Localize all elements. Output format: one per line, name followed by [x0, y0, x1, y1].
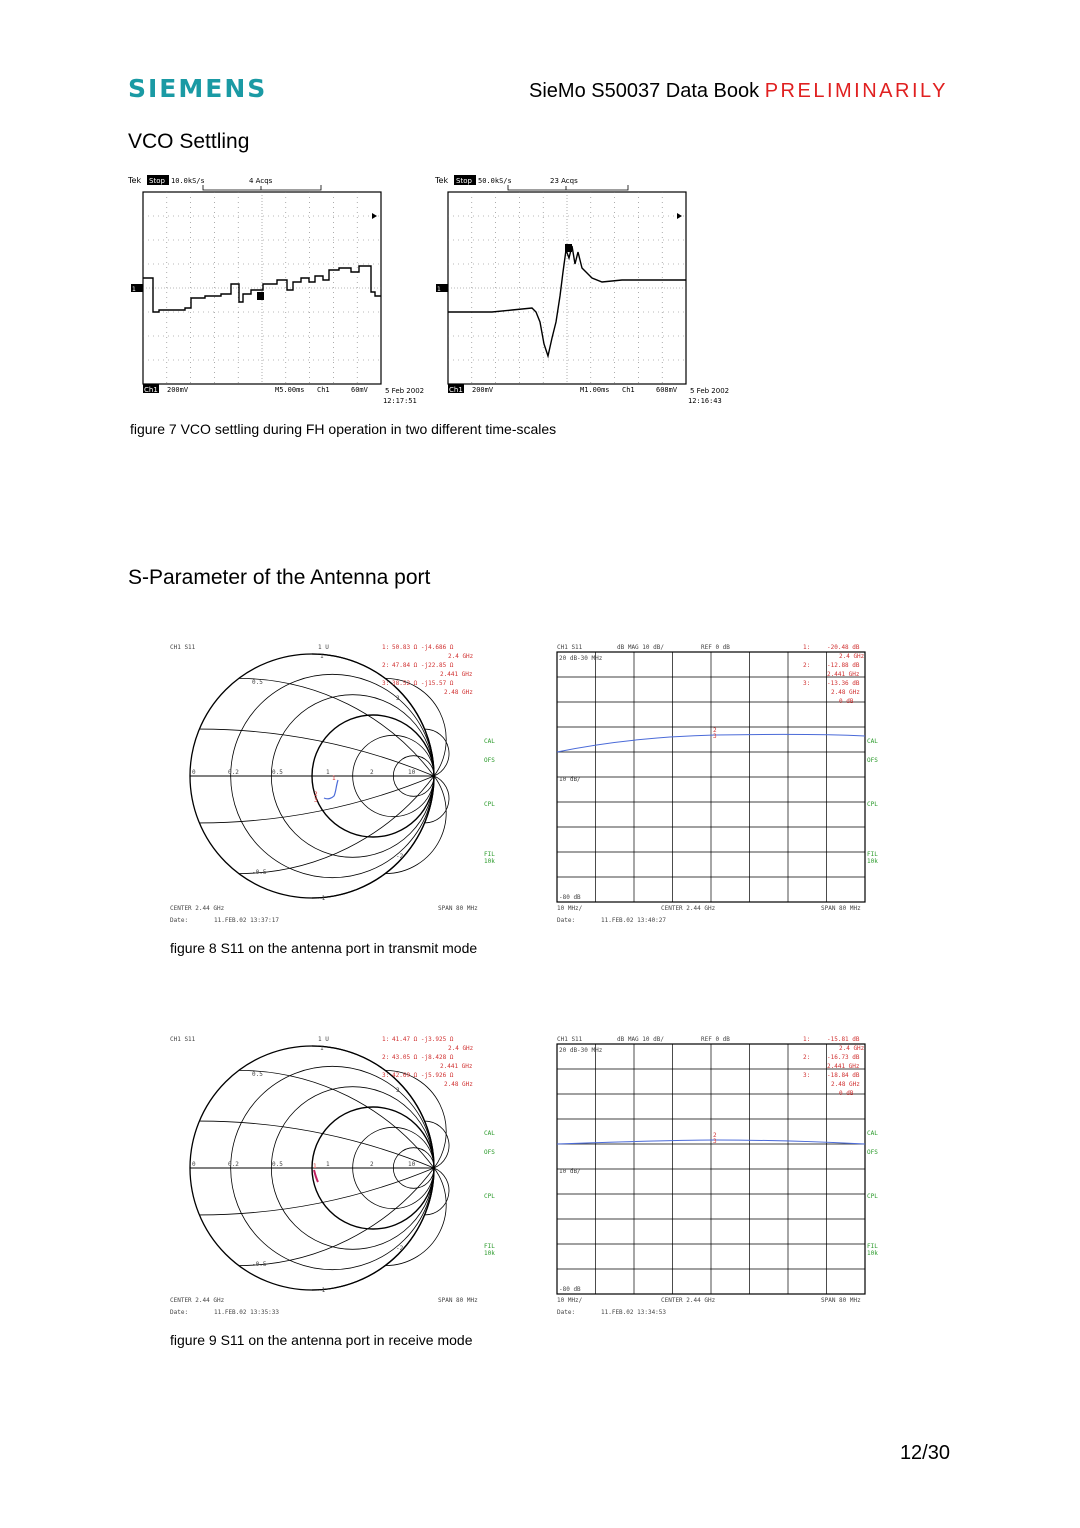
mag-rx-marker2: 2 [713, 1132, 717, 1139]
preliminary-status: PRELIMINARILY [764, 80, 948, 102]
scope2-stop: Stop [456, 177, 472, 185]
smith-tx-fil: FIL [484, 851, 495, 858]
mag-tx-fmt: dB MAG 10 dB/ [617, 644, 664, 651]
smith-rx-scale: 1 U [318, 1036, 329, 1043]
smith-chart-receive [168, 1032, 498, 1322]
smith-rx-m2: 2: [382, 1054, 390, 1061]
mag-tx-start: 10 MHz/ [557, 905, 583, 912]
mag-tx-marker3: 3 [713, 733, 717, 740]
svg-text:0.5: 0.5 [252, 679, 263, 686]
smith-rx-trace [314, 1170, 318, 1182]
svg-text:-1: -1 [318, 895, 326, 902]
mag-tx-m1: 1: [803, 644, 811, 651]
scope1-time: 12:17:51 [383, 397, 417, 405]
mag-tx-center: CENTER 2.44 GHz [661, 905, 716, 912]
mag-rx-bot-label: -80 dB [559, 1286, 581, 1293]
mag-rx-mid-label: 10 dB/ [559, 1168, 581, 1175]
scope2-date: 5 Feb 2002 [690, 387, 730, 395]
doc-title-text: SieMo S50037 Data Book [529, 80, 760, 102]
mag-tx-ch: CH1 S11 [557, 644, 583, 651]
scope1-date: 5 Feb 2002 [385, 387, 425, 395]
smith-tx-date-label: Date: [170, 917, 189, 924]
scope1-trig-level: 60mV [351, 386, 368, 394]
svg-text:0.5: 0.5 [252, 1071, 263, 1078]
scope-capture-2 [432, 172, 742, 408]
magnitude-plot-receive [555, 1032, 885, 1322]
mag-tx-m2-val: -12.88 dB [827, 662, 860, 669]
smith-tx-m2: 2: [382, 662, 390, 669]
svg-text:-0.5: -0.5 [252, 1261, 267, 1268]
svg-text:1: 1 [326, 769, 330, 776]
smith-tx-grid [190, 653, 449, 902]
section-sparam-title: S-Parameter of the Antenna port [128, 566, 431, 589]
smith-tx-m3-val: 38.52 Ω -j15.57 Ω [392, 680, 454, 687]
mag-tx-m1-freq: 2.4 GHz [839, 653, 865, 660]
svg-text:1: 1 [326, 1161, 330, 1168]
smith-rx-m1-val: 41.47 Ω -j3.925 Ω [392, 1036, 454, 1043]
svg-text:1: 1 [320, 1045, 324, 1052]
mag-rx-m1: 1: [803, 1036, 811, 1043]
smith-rx-center: CENTER 2.44 GHz [170, 1297, 225, 1304]
mag-tx-ofs: OFS [867, 757, 878, 764]
scope2-time: 12:16:43 [688, 397, 722, 405]
scope2-ch: Ch1 [449, 386, 463, 394]
smith-tx-m2-freq: 2.441 GHz [440, 671, 473, 678]
magnitude-plot-transmit [555, 640, 885, 930]
svg-text:0.2: 0.2 [228, 769, 239, 776]
mag-tx-ref-arrow: 0 dB [839, 698, 854, 705]
scope1-ch: Ch1 [144, 386, 158, 394]
svg-text:0: 0 [192, 1161, 196, 1168]
svg-text:-1: -1 [318, 1287, 326, 1294]
smith-tx-scale: 1 U [318, 644, 329, 651]
smith-tx-span: SPAN 80 MHz [438, 905, 478, 912]
smith-tx-center: CENTER 2.44 GHz [170, 905, 225, 912]
mag-rx-m1-val: -15.81 dB [827, 1036, 860, 1043]
scope1-rate: 10.0kS/s [171, 177, 205, 185]
smith-rx-span: SPAN 80 MHz [438, 1297, 478, 1304]
smith-rx-m2-freq: 2.441 GHz [440, 1063, 473, 1070]
smith-tx-m1: 1: [382, 644, 390, 651]
smith-rx-date: 11.FEB.02 13:35:33 [214, 1309, 280, 1316]
figure-8-caption: figure 8 S11 on the antenna port in transmit mode [170, 940, 478, 956]
mag-rx-ref: REF 0 dB [701, 1036, 730, 1043]
scope1-trig-ch: Ch1 [317, 386, 330, 394]
scope1-volts: 200mV [167, 386, 189, 394]
smith-tx-date: 11.FEB.02 13:37:17 [214, 917, 280, 924]
mag-rx-m1-freq: 2.4 GHz [839, 1045, 865, 1052]
smith-chart-transmit [168, 640, 498, 930]
svg-text:2: 2 [370, 769, 374, 776]
scope1-grid [143, 192, 381, 384]
scope2-timebase: M1.00ms [580, 386, 610, 394]
figure-7-caption: figure 7 VCO settling during FH operation in two different time-scales [130, 421, 557, 437]
mag-rx-m2: 2: [803, 1054, 811, 1061]
smith-tx-m1-val: 50.83 Ω -j4.686 Ω [392, 644, 454, 651]
svg-text:-0.5: -0.5 [252, 869, 267, 876]
mag-tx-marker2: 2 [713, 727, 717, 734]
mag-tx-date-label: Date: [557, 917, 576, 924]
smith-tx-ofs: OFS [484, 757, 495, 764]
mag-tx-cpl: CPL [867, 801, 878, 808]
mag-tx-m3: 3: [803, 680, 811, 687]
svg-text:1: 1 [132, 286, 136, 293]
siemens-logo: SIEMENS [128, 74, 268, 103]
mag-tx-m1-val: -20.48 dB [827, 644, 860, 651]
svg-text:0: 0 [192, 769, 196, 776]
smith-rx-fil2: 10k [484, 1250, 495, 1257]
svg-text:0.5: 0.5 [272, 1161, 283, 1168]
mag-rx-m2-freq: 2.441 GHz [827, 1063, 860, 1070]
svg-text:1: 1 [320, 653, 324, 660]
smith-rx-m3-freq: 2.48 GHz [444, 1081, 473, 1088]
smith-rx-ofs: OFS [484, 1149, 495, 1156]
smith-tx-m1-freq: 2.4 GHz [448, 653, 474, 660]
scope1-tek: Tek [128, 176, 142, 185]
mag-tx-m3-val: -13.36 dB [827, 680, 860, 687]
svg-text:1: 1 [437, 286, 441, 293]
smith-tx-cpl: CPL [484, 801, 495, 808]
smith-rx-m2-val: 43.05 Ω -j8.428 Ω [392, 1054, 454, 1061]
scope2-trig-level: 608mV [656, 386, 678, 394]
svg-text:0.5: 0.5 [272, 769, 283, 776]
scope-capture-1 [125, 172, 435, 408]
mag-tx-date: 11.FEB.02 13:40:27 [601, 917, 667, 924]
smith-rx-fil: FIL [484, 1243, 495, 1250]
mag-rx-center: CENTER 2.44 GHz [661, 1297, 716, 1304]
mag-rx-marker3: 3 [713, 1138, 717, 1145]
mag-rx-m3-freq: 2.48 GHz [831, 1081, 860, 1088]
svg-text:2: 2 [396, 1087, 400, 1094]
scope2-rate: 50.0kS/s [478, 177, 512, 185]
mag-tx-fil2: 10k [867, 858, 878, 865]
scope1-acqs: 4 Acqs [249, 177, 273, 185]
section-vco-title: VCO Settling [128, 130, 250, 153]
mag-rx-ch: CH1 S11 [557, 1036, 583, 1043]
mag-tx-top-label: 20 dB-30 MHz [559, 655, 603, 662]
mag-tx-mid-label: 10 dB/ [559, 776, 581, 783]
mag-rx-fil2: 10k [867, 1250, 878, 1257]
smith-rx-cpl: CPL [484, 1193, 495, 1200]
smith-rx-ch: CH1 S11 [170, 1036, 196, 1043]
mag-tx-ref: REF 0 dB [701, 644, 730, 651]
scope2-tek: Tek [435, 176, 449, 185]
smith-tx-marker2: 2 [314, 791, 318, 798]
mag-rx-fil: FIL [867, 1243, 878, 1250]
smith-tx-m3: 3: [382, 680, 390, 687]
mag-tx-grid [557, 652, 865, 902]
smith-rx-cal: CAL [484, 1130, 495, 1137]
smith-rx-m3: 3: [382, 1072, 390, 1079]
scope2-volts: 200mV [472, 386, 494, 394]
mag-rx-fmt: dB MAG 10 dB/ [617, 1036, 664, 1043]
smith-rx-grid [190, 1045, 449, 1294]
scope2-grid [448, 192, 686, 384]
mag-rx-m3-val: -18.84 dB [827, 1072, 860, 1079]
smith-tx-marker1: 1 [332, 775, 336, 782]
smith-rx-m1-freq: 2.4 GHz [448, 1045, 474, 1052]
smith-tx-m2-val: 47.84 Ω -j22.85 Ω [392, 662, 454, 669]
smith-rx-m1: 1: [382, 1036, 390, 1043]
mag-tx-m2-freq: 2.441 GHz [827, 671, 860, 678]
mag-tx-cal: CAL [867, 738, 878, 745]
mag-rx-top-label: 20 dB-30 MHz [559, 1047, 603, 1054]
svg-text:10: 10 [408, 1161, 416, 1168]
mag-rx-m3: 3: [803, 1072, 811, 1079]
smith-tx-m3-freq: 2.48 GHz [444, 689, 473, 696]
mag-rx-ofs: OFS [867, 1149, 878, 1156]
svg-text:2: 2 [370, 1161, 374, 1168]
mag-rx-span: SPAN 80 MHz [821, 1297, 861, 1304]
mag-rx-grid [557, 1044, 865, 1294]
smith-tx-ch: CH1 S11 [170, 644, 196, 651]
scope1-stop: Stop [149, 177, 165, 185]
mag-tx-span: SPAN 80 MHz [821, 905, 861, 912]
scope1-timebase: M5.00ms [275, 386, 305, 394]
mag-tx-bot-label: -80 dB [559, 894, 581, 901]
smith-tx-trace [324, 780, 338, 799]
mag-tx-m2: 2: [803, 662, 811, 669]
mag-rx-ref-arrow: 0 dB [839, 1090, 854, 1097]
svg-text:2: 2 [396, 695, 400, 702]
svg-text:10: 10 [408, 769, 416, 776]
mag-tx-m3-freq: 2.48 GHz [831, 689, 860, 696]
svg-text:0.2: 0.2 [228, 1161, 239, 1168]
svg-text:-2: -2 [396, 853, 404, 860]
smith-tx-fil2: 10k [484, 858, 495, 865]
scope2-acqs: 23 Acqs [550, 177, 578, 185]
smith-rx-marker1: 1 [313, 1163, 317, 1170]
scope2-trig-ch: Ch1 [622, 386, 635, 394]
document-title [529, 80, 948, 103]
mag-rx-m2-val: -16.73 dB [827, 1054, 860, 1061]
smith-tx-marker3: 3 [314, 797, 318, 804]
mag-tx-fil: FIL [867, 851, 878, 858]
svg-text:-2: -2 [396, 1245, 404, 1252]
mag-rx-date: 11.FEB.02 13:34:53 [601, 1309, 667, 1316]
smith-rx-date-label: Date: [170, 1309, 189, 1316]
page-number: 12/30 [899, 1442, 950, 1464]
figure-9-caption: figure 9 S11 on the antenna port in receive mode [170, 1332, 473, 1348]
smith-rx-m3-val: 42.69 Ω -j5.926 Ω [392, 1072, 454, 1079]
mag-rx-cal: CAL [867, 1130, 878, 1137]
mag-rx-start: 10 MHz/ [557, 1297, 583, 1304]
smith-tx-cal: CAL [484, 738, 495, 745]
mag-rx-cpl: CPL [867, 1193, 878, 1200]
mag-rx-date-label: Date: [557, 1309, 576, 1316]
